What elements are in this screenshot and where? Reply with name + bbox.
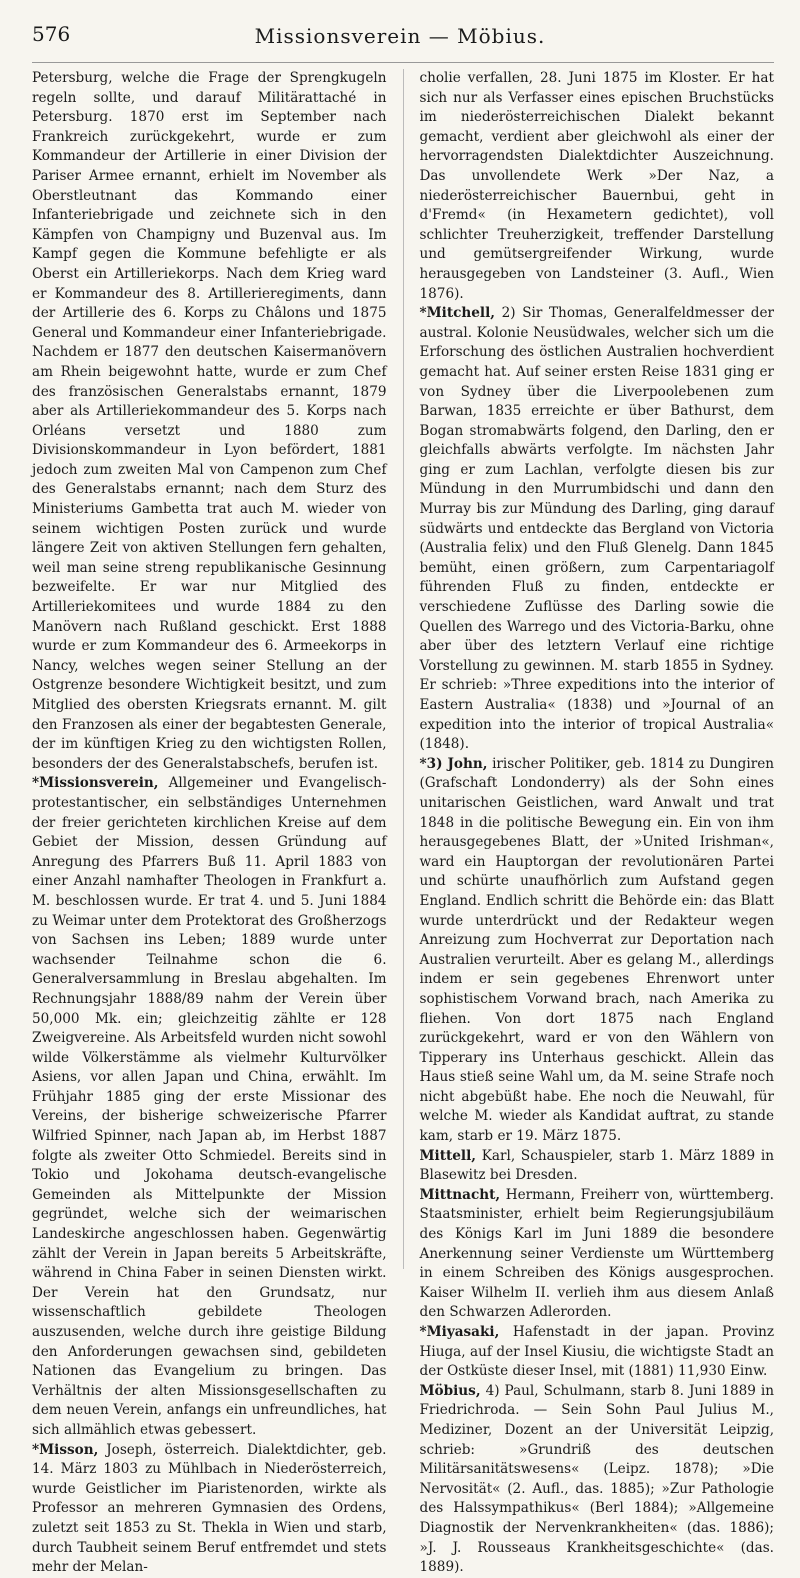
- column-divider: [403, 69, 404, 1269]
- entry-text: Joseph, österreich. Dialektdichter, geb. 14. März 1803 zu Mühlbach in Niederösterreich, wurde Geistlicher im Piaristenorden, wirkte als Professor an mehreren Gymnasien des Ordens, zuletzt seit 1853 zu St. Thekla in Wien und starb, durch Taubheit seinem Beruf entfremdet und stets mehr der Melan-: [32, 1441, 387, 1576]
- running-head: Missionsverein — Möbius.: [254, 24, 546, 48]
- entry-text: Allgemeiner und Evangelisch-protestantischer, ein selbständiges Unternehmen der freier gerichteten kirchlichen Kreise auf dem Gebiet der Mission, dessen Gründung auf Anregung des Pfarrers Buß 11. April 1883 von einer Anzahl namhafter Theologen in Frankfurt a. M. beschlossen wurde. Er trat 4. und 5. Juni 1884 zu Weimar unter dem Protektorat des Großherzogs von Sachsen ins Leben; 1889 wurde unter wachsender Teilnahme schon die 6. Generalversammlung in Breslau abgehalten. Im Rechnungsjahr 1888/89 nahm der Verein über 50,000 Mk. ein; gleichzeitig zählte er 128 Zweigvereine. Als Arbeitsfeld wurden nicht sowohl wilde Völkerstämme als vielmehr Kulturvölker Asiens, vor allen Japan und China, erwählt. Im Frühjahr 1885 ging der erste Missionar des Vereins, der bisherige schweizerische Pfarrer Wilfried Spinner, nach Japan ab, im Herbst 1887 folgte als zweiter Otto Schmiedel. Bereits sind in Tokio und Jokohama deutsch-evangelische Gemeinden als Mittelpunkte der Mission gegründet, welche sich der weimarischen Landeskirche angeschlossen haben. Gegenwärtig zählt der Verein in Japan bereits 5 Arbeitskräfte, während in China Faber in seinen Diensten wirkt. Der Verein hat den Grundsatz, nur wissenschaftlich gebildete Theologen auszusenden, welche durch ihre geistige Bildung den Anforderungen gewachsen sind, gebildeten Nationen das Evangelium zu bringen. Das Verhältnis der alten Missionsgesellschaften zu dem neuen Verein, anfangs ein unfreundliches, hat sich allmählich etwas gebessert.: [32, 775, 387, 1438]
- entry-text: cholie verfallen, 28. Juni 1875 im Kloster. Er hat sich nur als Verfasser eines epischen Bruchstücks im niederösterreichischen Dialekt bekannt gemacht, verdient aber gleichwohl als einer der hervorragendsten Dialektdichter Auszeichnung. Das unvollendete Werk »Der Naz, a niederösterreichischer Bauernbui, geht in d'Fremd« (in Hexametern gedichtet), voll schlichter Treuherzigkeit, treffender Darstellung und gemütsergreifender Wirkung, wurde herausgegeben von Landsteiner (3. Aufl., Wien 1876).: [419, 70, 775, 302]
- entry-text: Karl, Schauspieler, starb 1. März 1889 in Blasewitz bei Dresden.: [419, 1147, 775, 1184]
- dictionary-entry: [32, 69, 387, 774]
- entry-text: Petersburg, welche die Frage der Sprengkugeln regeln sollte, und darauf Militärattaché in Petersburg. 1870 erst im September nach Frankreich zurückgekehrt, wurde er zum Kommandeur der Artillerie in einer Division der Pariser Armee ernannt, erhielt im November als Oberstleutnant das Kommando einer Infanteriebrigade und zeichnete sich in den Kämpfen von Champigny und Buzenval aus. Im Kampf gegen die Kommune befehligte er als Oberst ein Artilleriekorps. Nach dem Krieg ward er Kommandeur des 8. Artillerieregiments, dann der Artillerie des 6. Korps zu Châlons und 1875 General und Kommandeur einer Infanteriebrigade. Nachdem er 1877 den deutschen Kaisermanövern am Rhein beigewohnt hatte, wurde er zum Chef des französischen Generalstabs ernannt, 1879 aber als Artilleriekommandeur des 5. Korps nach Orléans versetzt und 1880 zum Divisionskommandeur in Lyon befördert, 1881 jedoch zum zweiten Mal von Campenon zum Chef des Generalstabs ernannt; nach dem Sturz des Ministeriums Gambetta trat auch M. wieder von seinem wichtigen Posten zurück und wurde längere Zeit von aktiven Stellungen fern gehalten, weil man seine streng republikanische Gesinnung bezweifelte. Er war nur Mitglied des Artilleriekomitees und wurde 1884 zu den Manövern nach Rußland geschickt. Erst 1888 wurde er zum Kommandeur des 6. Armeekorps in Nancy, welches wegen seiner Stellung an der Ostgrenze besondere Wichtigkeit besitzt, und zum Mitglied des obersten Kriegsrats ernannt. M. gilt den Franzosen als einer der begabtesten Generale, der im künftigen Krieg zu den wichtigsten Rollen, besonders der des Generalstabschefs, berufen ist.: [32, 70, 387, 772]
- entry-text: irischer Politiker, geb. 1814 zu Dungiren (Grafschaft Londonderry) als der Sohn eines unitarischen Geistlichen, ward Anwalt und trat 1848 in die politische Bewegung ein. Ein von ihm herausgegebenes Blatt, der »United Irishman«, ward ein Hauptorgan der revolutionären Partei und schürte unaufhörlich zum Aufstand gegen England. Endlich schritt die Behörde ein: das Blatt wurde unterdrückt und der Redakteur wegen Anreizung zum Hochverrat zur Deportation nach Australien verurteilt. Aber es gelang M., allerdings indem er sein gegebenes Ehrenwort unter sophistischem Vorwand brach, nach Amerika zu fliehen. Von dort 1875 nach England zurückgekehrt, ward er von den Wählern von Tipperary ins Unterhaus geschickt. Allein das Haus stieß seine Wahl um, da M. seine Strafe noch nicht abgebüßt habe. Ehe noch die Neuwahl, für welche M. wieder als Kandidat auftrat, zu stande kam, starb er 19. März 1875.: [419, 755, 775, 1145]
- dictionary-entry: [420, 1147, 775, 1186]
- entry-text: 2) Sir Thomas, Generalfeldmesser der austral. Kolonie Neusüdwales, welcher sich um die Erforschung des östlichen Australien hochverdient gemacht hat. Auf seiner ersten Reise 1831 ging er von Sydney über die Liverpoolebenen zum Barwan, 1835 erreichte er über Bathurst, dem Bogan stromabwärts folgend, den Darling, den er gleichfalls abwärts verfolgte. Im nächsten Jahr ging er zum Lachlan, verfolgte diesen bis zur Mündung in den Murrumbidschi und dann den Murray bis zur Mündung des Darling, ging darauf südwärts und entdeckte das Bergland von Victoria (Australia felix) und den Fluß Glenelg. Dann 1845 bemüht, einen größern, zum Carpentariagolf führenden Fluß zu finden, entdeckte er verschiedene Zuflüsse des Darling sowie die Quellen des Warrego und des Victoria-Barku, ohne aber über des letztern Verlauf eine richtige Vorstellung zu gewinnen. M. starb 1855 in Sydney. Er schrieb: »Three expeditions into the interior of Eastern Australia« (1838) und »Journal of an expedition into the interior of tropical Australia« (1848).: [419, 305, 775, 753]
- entry-headword: *Miyasaki,: [419, 1324, 500, 1340]
- dictionary-entry: [420, 304, 775, 755]
- dictionary-entry: [420, 69, 775, 304]
- entry-headword: Mittnacht,: [419, 1186, 501, 1203]
- entry-text: Hafenstadt in der japan. Provinz Hiuga, auf der Insel Kiusiu, die wichtigste Stadt an der Ostküste dieser Insel, mit (1881) 11,930 Einw.: [419, 1324, 775, 1380]
- left-column: [32, 69, 387, 1576]
- entry-headword: *Missionsverein,: [32, 775, 159, 792]
- dictionary-entry: [32, 1441, 387, 1578]
- entry-headword: Möbius,: [419, 1382, 481, 1399]
- entry-headword: *Mitchell,: [419, 305, 495, 322]
- dictionary-entry: [420, 1186, 775, 1323]
- dictionary-entry: [420, 1382, 775, 1578]
- entry-headword: *Misson,: [32, 1441, 99, 1458]
- dictionary-entry: [32, 774, 387, 1440]
- entry-headword: Mittell,: [419, 1147, 476, 1164]
- page-number: 576: [32, 22, 71, 46]
- dictionary-entry: [420, 755, 775, 1147]
- dictionary-entry: [420, 1323, 775, 1382]
- entry-text: Hermann, Freiherr von, württemberg. Staatsminister, erhielt beim Regierungsjubiläum des Königs Karl im Juni 1889 die besondere Anerkennung seiner Verdienste um Württemberg in einem Schreiben des Königs ausgesprochen. Kaiser Wilhelm II. verlieh ihm aus diesem Anlaß den Schwarzen Adlerorden.: [419, 1186, 775, 1321]
- right-column: [419, 69, 775, 1576]
- entry-headword: *3) John,: [419, 755, 488, 772]
- entry-text: 4) Paul, Schulmann, starb 8. Juni 1889 in Friedrichroda. — Sein Sohn Paul Julius M., Mediziner, Dozent an der Universität Leipzig, schrieb: »Grundriß des deutschen Militärsanitätswesens« (Leipz. 1878); »Die Nervosität« (2. Aufl., das. 1885); »Zur Pathologie des Halssympathikus« (Berl 1884); »Allgemeine Diagnostik der Nervenkrankheiten« (das. 1886); »J. J. Rousseaus Krankheitsgeschichte« (das. 1889).: [419, 1382, 775, 1576]
- text-columns: [32, 69, 775, 1576]
